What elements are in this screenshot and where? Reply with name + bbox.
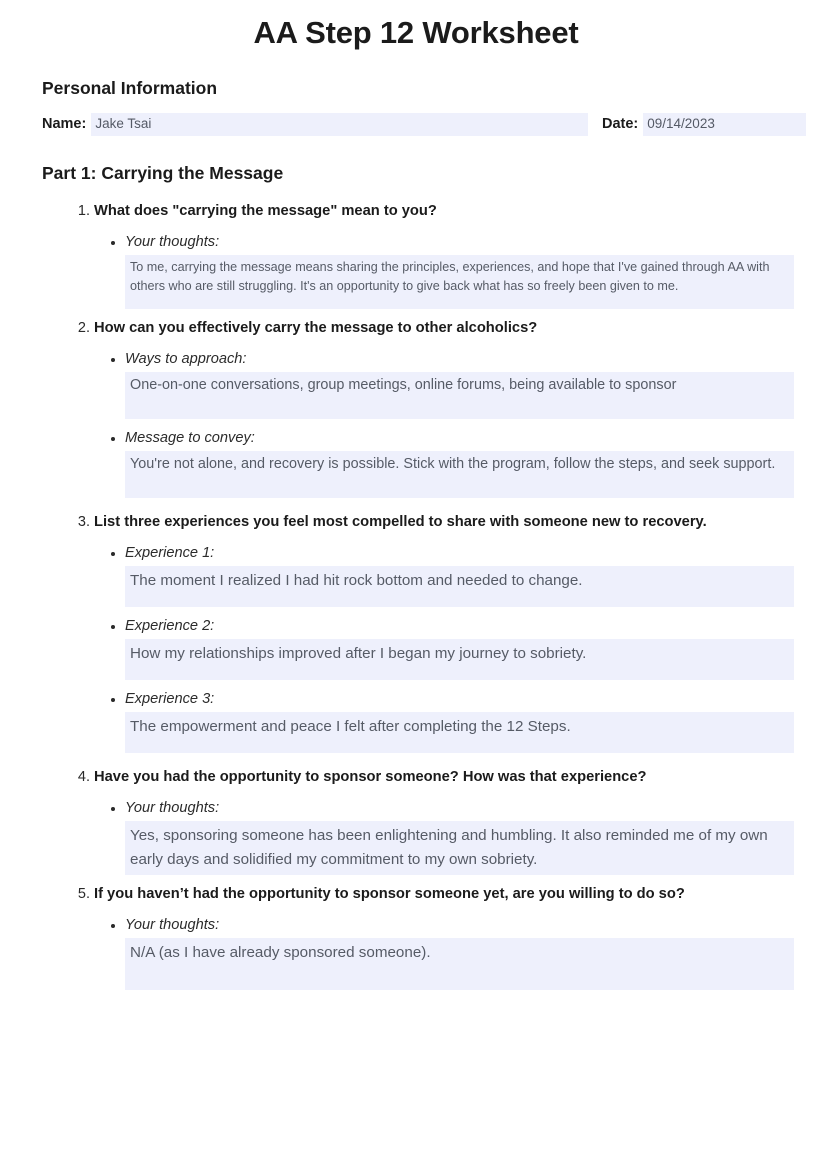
question-item-2 [94,318,794,498]
question-item-4 [94,767,794,875]
answer-item [125,798,794,876]
answer-list-1 [94,232,794,309]
answer-item [125,349,794,419]
answer-input[interactable]: How my relationships improved after I began my journey to sobriety. [125,639,794,680]
answer-item [125,428,794,498]
answer-input[interactable]: You're not alone, and recovery is possible. Stick with the program, follow the steps, and seek support. [125,451,794,498]
answer-item [125,689,794,753]
date-input[interactable]: 09/14/2023 [643,113,806,136]
part1-heading: Part 1: Carrying the Message [42,163,284,184]
answer-label: • Experience 2: [125,617,215,634]
answer-label: • Your thoughts: [125,799,220,816]
answer-item [125,232,794,309]
question-text-1: 1. What does "carrying the message" mean to you? [94,202,437,219]
answer-input[interactable]: The empowerment and peace I felt after completing the 12 Steps. [125,712,794,753]
question-text-2: 2. How can you effectively carry the message to other alcoholics? [94,319,538,336]
personal-information-row [42,113,794,136]
answer-item [125,543,794,607]
question-text-5: 5. If you haven’t had the opportunity to sponsor someone yet, are you willing to do so? [94,886,685,903]
answer-label: • Message to convey: [125,429,255,446]
answer-label: • Your thoughts: [125,233,220,250]
answer-list-2 [94,349,794,498]
answer-input[interactable]: The moment I realized I had hit rock bottom and needed to change. [125,566,794,607]
answer-input[interactable]: One-on-one conversations, group meetings, online forums, being available to sponsor [125,372,794,419]
answer-input[interactable]: Yes, sponsoring someone has been enlightening and humbling. It also reminded me of my own early days and solidified my commitment to my own sobriety. [125,821,794,875]
question-item-1 [94,201,794,309]
name-field-group [42,113,588,136]
answer-list-3 [94,543,794,753]
page-title: AA Step 12 Worksheet [253,15,579,50]
question-item-5 [94,884,794,990]
worksheet-page [0,14,832,1162]
answer-label: • Your thoughts: [125,917,220,934]
question-text-3: 3. List three experiences you feel most compelled to share with someone new to recovery. [94,513,707,530]
question-list [38,201,794,990]
date-label: Date: [602,116,639,133]
answer-label: • Experience 1: [125,544,215,561]
personal-information-heading: Personal Information [42,78,218,99]
answer-item [125,616,794,680]
answer-list-4 [94,798,794,876]
answer-label: • Ways to approach: [125,350,247,367]
question-text-4: 4. Have you had the opportunity to sponsor someone? How was that experience? [94,768,647,785]
question-item-3 [94,512,794,753]
answer-list-5 [94,915,794,990]
answer-input[interactable]: N/A (as I have already sponsored someone). [125,938,794,990]
answer-item [125,915,794,990]
answer-input[interactable]: To me, carrying the message means sharing the principles, experiences, and hope that I've gained through AA with others who are still struggling. It's an opportunity to give back what has so freely been given to me. [125,255,794,309]
answer-label: • Experience 3: [125,690,215,707]
name-input[interactable]: Jake Tsai [91,113,588,136]
date-field-group [602,113,806,136]
name-label: Name: [42,116,87,133]
info-row-spacer [588,113,602,136]
